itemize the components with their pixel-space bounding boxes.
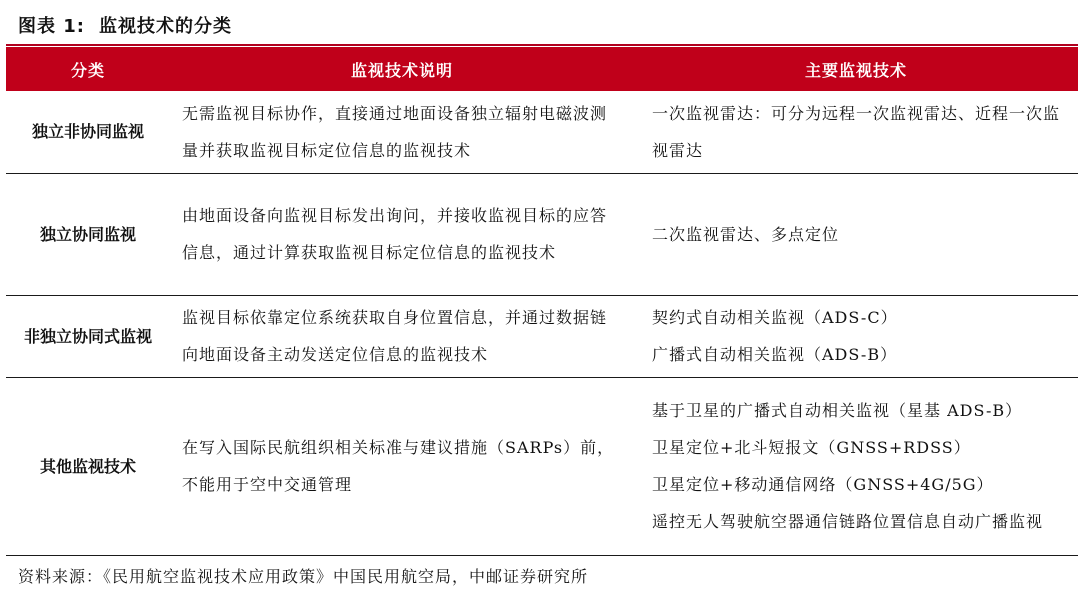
- technique-item: 卫星定位+北斗短报文（GNSS+RDSS）: [652, 438, 971, 457]
- category-cell: 其他监视技术: [6, 377, 170, 555]
- technique-item: 遥控无人驾驶航空器通信链路位置信息自动广播监视: [652, 512, 1044, 531]
- table-row: [6, 295, 1078, 377]
- description-cell: 无需监视目标协作，直接通过地面设备独立辐射电磁波测量并获取监视目标定位信息的监视技术: [170, 91, 634, 173]
- description-cell: 由地面设备向监视目标发出询问，并接收监视目标的应答信息，通过计算获取监视目标定位信息的监视技术: [170, 173, 634, 295]
- description-cell: 在写入国际民航组织相关标准与建议措施（SARPs）前，不能用于空中交通管理: [170, 377, 634, 555]
- table-row: [6, 173, 1078, 295]
- technique-item: 二次监视雷达、多点定位: [652, 224, 840, 244]
- figure-title-text: 监视技术的分类: [99, 16, 232, 37]
- header-description: 监视技术说明: [170, 47, 634, 91]
- table-header-row: [6, 47, 1078, 91]
- category-cell: 独立非协同监视: [6, 91, 170, 173]
- technique-item: 契约式自动相关监视（ADS-C）: [652, 308, 898, 327]
- technique-item: 一次监视雷达：可分为远程一次监视雷达、近程一次监视雷达: [652, 103, 1061, 160]
- technique-item: 广播式自动相关监视（ADS-B）: [652, 345, 898, 364]
- table-row: [6, 377, 1078, 555]
- techniques-cell: [634, 173, 1078, 295]
- source-note: 资料来源：《民用航空监视技术应用政策》中国民用航空局，中邮证券研究所: [18, 567, 589, 586]
- header-techniques: 主要监视技术: [634, 47, 1078, 91]
- classification-table: [6, 47, 1078, 556]
- header-category: 分类: [6, 47, 170, 91]
- techniques-cell: [634, 377, 1078, 555]
- top-rule: [6, 44, 1078, 46]
- description-cell: 监视目标依靠定位系统获取自身位置信息，并通过数据链向地面设备主动发送定位信息的监视技术: [170, 295, 634, 377]
- table-row: [6, 91, 1078, 173]
- figure-label: 图表 1:: [18, 16, 85, 37]
- category-cell: 独立协同监视: [6, 173, 170, 295]
- techniques-cell: [634, 295, 1078, 377]
- category-cell: 非独立协同式监视: [6, 295, 170, 377]
- figure-title: [18, 12, 232, 38]
- technique-item: 基于卫星的广播式自动相关监视（星基 ADS-B）: [652, 401, 1023, 420]
- techniques-cell: [634, 91, 1078, 173]
- technique-item: 卫星定位+移动通信网络（GNSS+4G/5G）: [652, 475, 994, 494]
